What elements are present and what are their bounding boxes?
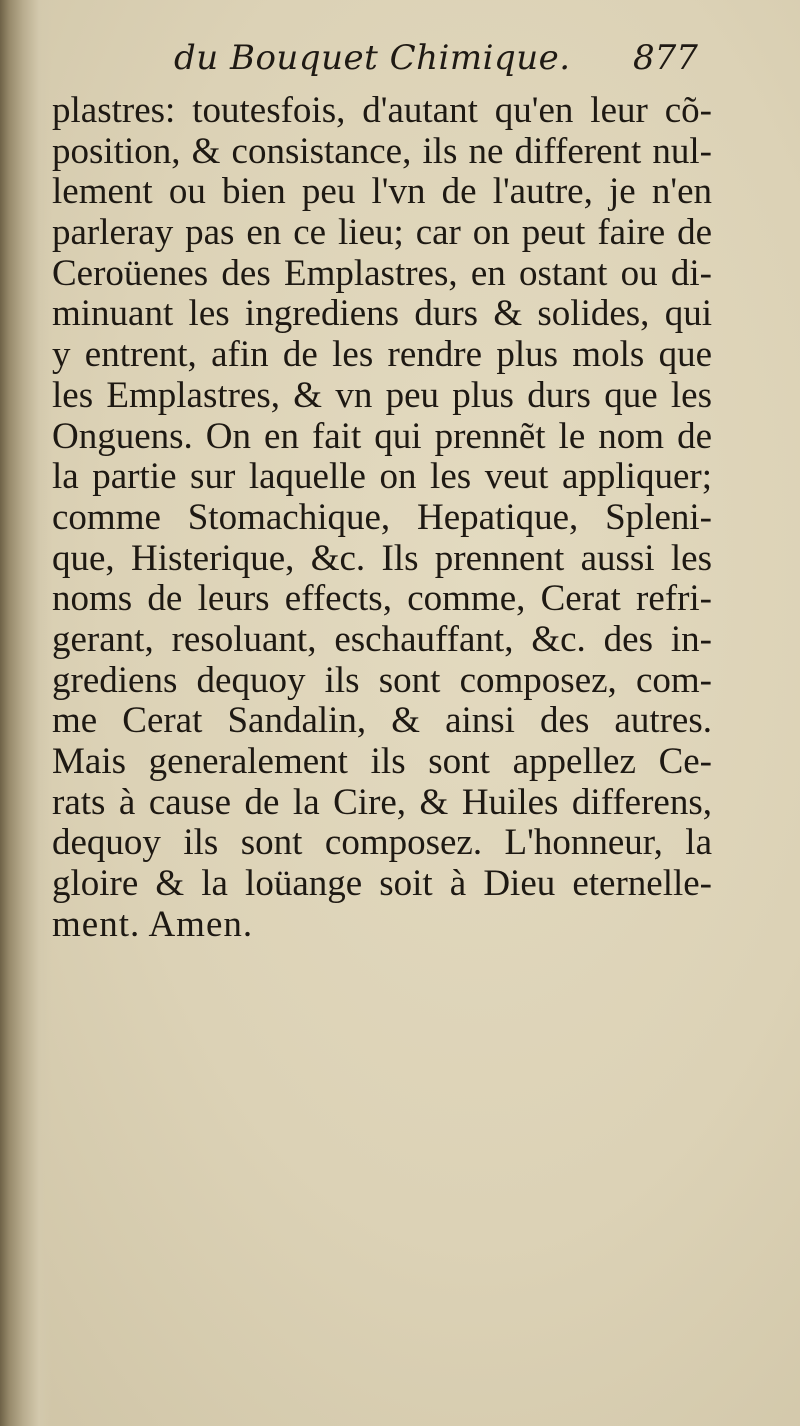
text-line: Ceroüenes des Emplastres, en ostant ou di- <box>52 252 712 294</box>
text-line: gloire & la loüange soit à Dieu eternelle- <box>52 863 712 905</box>
page-gutter-shadow <box>0 0 52 1426</box>
text-line: plastres: toutesfois, d'autant qu'en leur cõ- <box>52 90 712 131</box>
text-line: Mais generalement ils sont appellez Ce- <box>52 741 712 782</box>
text-line: minuant les ingrediens durs & solides, qui <box>52 293 712 335</box>
text-line: y entrent, afin de les rendre plus mols que <box>52 334 712 376</box>
text-line: rats à cause de la Cire, & Huiles differens, <box>52 781 712 823</box>
body-text <box>52 91 712 945</box>
text-line: me Cerat Sandalin, & ainsi des autres. <box>52 700 712 742</box>
running-head-title: du Bouquet Chimique. <box>174 38 571 78</box>
text-line: comme Stomachique, Hepatique, Spleni- <box>52 496 712 538</box>
text-line-last: ment. Amen. <box>52 903 254 945</box>
text-line: Onguens. On en fait qui prennẽt le nom de <box>52 415 712 457</box>
text-line: noms de leurs effects, comme, Cerat refri- <box>52 578 712 620</box>
running-head <box>160 38 720 90</box>
text-line: les Emplastres, & vn peu plus durs que les <box>52 374 712 416</box>
text-line: gerant, resoluant, eschauffant, &c. des in- <box>52 618 712 660</box>
text-line: que, Histerique, &c. Ils prennent aussi les <box>52 537 712 579</box>
page-number: 877 <box>633 38 698 78</box>
text-line: lement ou bien peu l'vn de l'autre, je n'en <box>52 171 712 213</box>
text-line: dequoy ils sont composez. L'honneur, la <box>52 822 712 864</box>
text-line: parleray pas en ce lieu; car on peut faire de <box>52 212 712 254</box>
text-line: grediens dequoy ils sont composez, com- <box>52 659 712 701</box>
text-line: la partie sur laquelle on les veut appliquer; <box>52 456 712 498</box>
text-line: position, & consistance, ils ne different nul- <box>52 130 712 172</box>
